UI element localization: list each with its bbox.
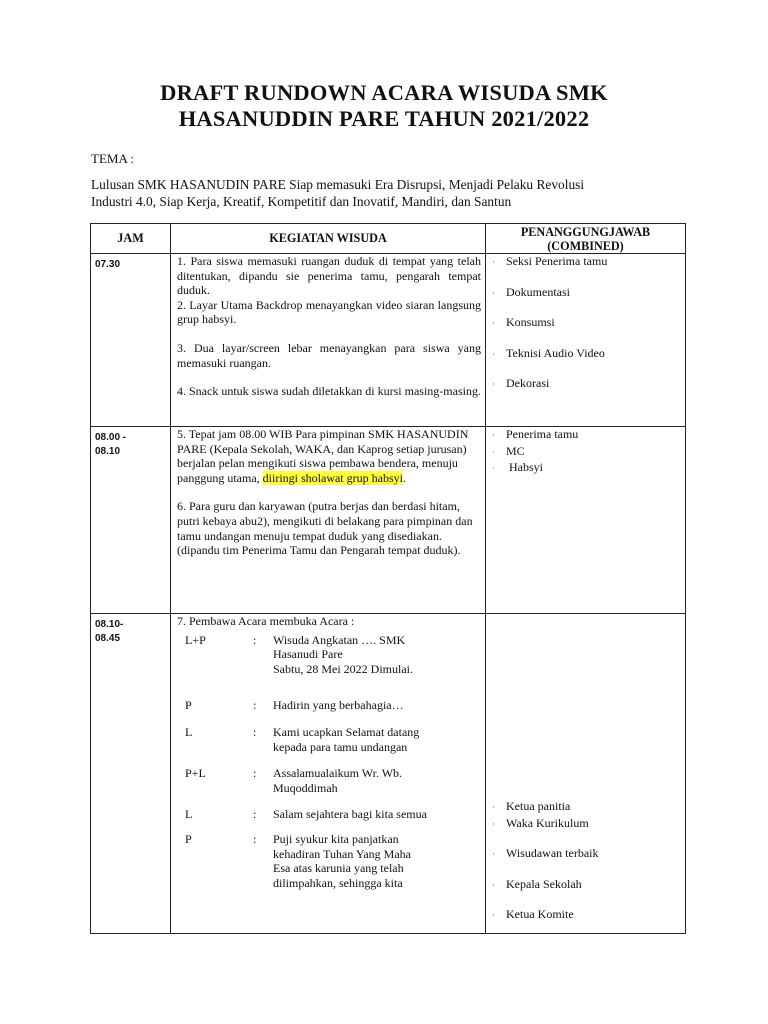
jam-cell: 08.00 - 08.10 [91, 427, 171, 614]
jam-cell: 08.10- 08.45 [91, 614, 171, 934]
list-item: 2. Layar Utama Backdrop menayangkan video siaran langsung grup habsyi. [177, 297, 481, 327]
bullet-icon: · [492, 319, 495, 329]
list-item: 1. Para siswa memasuki ruangan duduk di tempat yang telah ditentukan, dipandu sie penerima tamu, pengarah tempat duduk. [177, 254, 481, 298]
pj-item: · Wisudawan terbaik [492, 846, 683, 863]
mc-speaker: P [185, 831, 192, 846]
bullet-icon: · [492, 880, 495, 890]
list-item: 6. Para guru dan karyawan (putra berjas dan berdasi hitam, putri kebaya abu2), mengikuti di belakang para pimpinan dan tamu undangan menuju tempat duduk yang disediakan. (dipandu tim Penerima Tamu dan Pengarah tempat duduk). [177, 499, 473, 558]
header-kegiatan: KEGIATAN WISUDA [171, 224, 486, 254]
bullet-icon: · [492, 803, 495, 812]
mc-speaker: L+P [185, 632, 206, 647]
bullet-icon: · [492, 911, 495, 921]
pj-item: · Dekorasi [492, 376, 683, 393]
document-title [0, 80, 768, 132]
tema-line-1: Lulusan SMK HASANUDIN PARE Siap memasuki Era Disrupsi, Menjadi Pelaku Revolusi [91, 177, 585, 192]
title-line-1: DRAFT RUNDOWN ACARA WISUDA SMK [160, 80, 608, 105]
bullet-icon: · [492, 288, 495, 298]
mc-line: P : Puji syukur kita panjatkan kehadiran Tuhan Yang Maha Esa atas karunia yang telah dilimpahkan, sehingga kita [177, 832, 481, 890]
header-pj-line-1: PENANGGUNGJAWAB [520, 224, 651, 239]
mc-speaker: L [185, 807, 193, 822]
tema-line-2: Industri 4.0, Siap Kerja, Kreatif, Kompetitif dan Inovatif, Mandiri, dan Santun [91, 194, 512, 209]
list-item: 4. Snack untuk siswa sudah diletakkan di kursi masing-masing. [177, 384, 481, 399]
pj-item: · Seksi Penerima tamu [492, 254, 683, 271]
bullet-icon: · [492, 464, 495, 474]
pj-item: · Dokumentasi [492, 285, 683, 302]
list-item: 3. Dua layar/screen lebar menayangkan para siswa yang memasuki ruangan. [177, 340, 481, 370]
pj-cell [486, 427, 686, 614]
mc-line: L : Kami ucapkan Selamat datang kepada para tamu undangan [177, 725, 481, 754]
mc-line: L : Salam sejahtera bagi kita semua [177, 807, 481, 822]
header-jam: JAM [91, 224, 171, 254]
mc-speaker: P [185, 698, 192, 713]
mc-speaker: P+L [185, 766, 206, 781]
kegiatan-cell [171, 427, 486, 614]
pj-item: · Teknisi Audio Video [492, 346, 683, 363]
pj-item: · Ketua Komite [492, 907, 683, 924]
bullet-icon: · [492, 349, 495, 359]
pj-item: · Ketua panitia [492, 799, 683, 816]
mc-line: P+L : Assalamualaikum Wr. Wb. Muqoddimah [177, 766, 481, 795]
bullet-icon: · [492, 258, 495, 267]
bullet-icon: · [492, 380, 495, 390]
title-line-2: HASANUDDIN PARE TAHUN 2021/2022 [178, 106, 590, 131]
table-row [91, 614, 686, 934]
pj-cell [486, 254, 686, 427]
header-pj-line-2: (COMBINED) [547, 238, 624, 253]
kegiatan-cell [171, 614, 486, 934]
table-header-row [91, 224, 686, 254]
kegiatan-cell [171, 254, 486, 427]
list-item: 7. Pembawa Acara membuka Acara : [177, 614, 355, 628]
pj-item: · Konsumsi [492, 315, 683, 332]
rundown-table [90, 223, 686, 934]
pj-item: · Habsyi [492, 460, 683, 477]
mc-line: P : Hadirin yang berbahagia… [177, 698, 481, 713]
pj-item: · Waka Kurikulum [492, 816, 683, 833]
mc-line: L+P : Wisuda Angkatan …. SMK Hasanudi Pare Sabtu, 28 Mei 2022 Dimulai. [177, 633, 481, 677]
pj-item: · MC [492, 444, 683, 461]
tema-text [91, 176, 691, 210]
bullet-icon: · [492, 431, 495, 440]
pj-item: · Penerima tamu [492, 427, 683, 444]
bullet-icon: · [492, 850, 495, 860]
tema-label: TEMA : [91, 151, 134, 166]
jam-cell: 07.30 [91, 254, 171, 427]
pj-item: · Kepala Sekolah [492, 877, 683, 894]
mc-speaker: L [185, 724, 193, 739]
pj-cell [486, 614, 686, 934]
list-item: 5. Tepat jam 08.00 WIB Para pimpinan SMK HASANUDIN PARE (Kepala Sekolah, WAKA, dan Kaprog setiap jurusan) berjalan pelan mengikuti siswa pembawa bendera, menuju panggung utama, diiringi sholawat grup habsyi. [177, 427, 469, 485]
table-row [91, 427, 686, 614]
bullet-icon: · [492, 819, 495, 829]
table-row [91, 254, 686, 427]
highlighted-text: diiringi sholawat grup habsyi [262, 470, 403, 485]
bullet-icon: · [492, 447, 495, 457]
header-penanggungjawab [486, 224, 686, 254]
